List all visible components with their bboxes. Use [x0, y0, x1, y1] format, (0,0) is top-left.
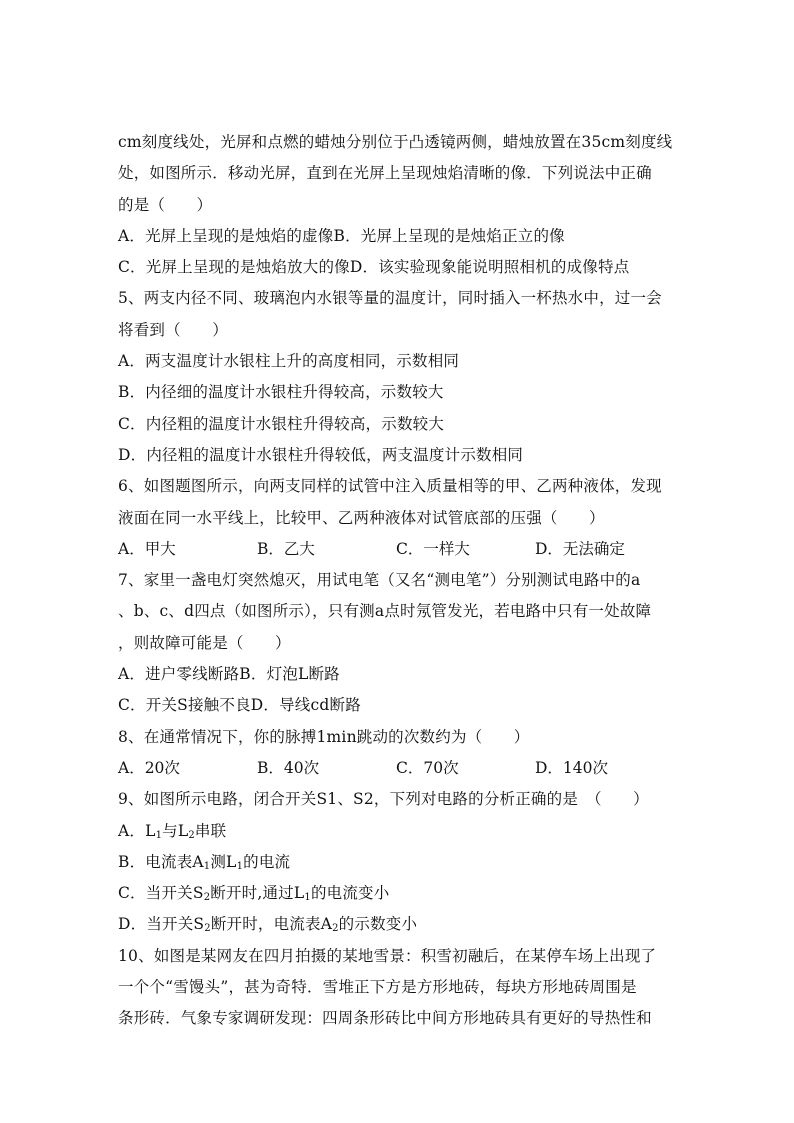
option-text: 与L: [162, 821, 189, 840]
question-8-options: [118, 753, 678, 784]
option-line: B．内径细的温度计水银柱升得较高，示数较大: [118, 383, 444, 402]
option-line-b: [118, 847, 678, 878]
option-line: C．内径粗的温度计水银柱升得较高，示数较大: [118, 414, 445, 433]
option-line: A．进户零线断路B．灯泡L断路: [118, 665, 340, 684]
option-text: 断开时,通过L: [210, 884, 305, 903]
subscript: 2: [188, 829, 195, 841]
text-line: 条形砖．气象专家调研发现：四周条形砖比中间方形地砖具有更好的导热性和: [118, 1009, 652, 1028]
option-c: C．70次: [396, 758, 459, 777]
option-a: A．20次: [118, 758, 180, 777]
option-line-a: [118, 816, 678, 847]
option-b: B．40次: [257, 758, 320, 777]
option-line: A．光屏上呈现的是烛焰的虚像B．光屏上呈现的是烛焰正立的像: [118, 226, 565, 245]
subscript: 1: [155, 829, 163, 841]
option-line: D．内径粗的温度计水银柱升得较低，两支温度计示数相同: [118, 445, 524, 464]
question-5-stem: 5、两支内径不同、玻璃泡内水银等量的温度计，同时插入一杯热水中，过一会: [118, 289, 662, 308]
document-body: [118, 127, 678, 1035]
option-text: 的电流变小: [310, 884, 390, 903]
question-7-stem: 7、家里一盏电灯突然熄灭，用试电笔（又名“测电笔”）分别测试电路中的a: [118, 571, 641, 590]
subscript: 2: [203, 892, 211, 904]
option-line-c: [118, 878, 678, 909]
subscript: 2: [204, 923, 211, 935]
option-text: 测L: [210, 852, 237, 871]
option-c: C．一样大: [396, 539, 470, 558]
option-text: 断开时，电流表A: [210, 915, 333, 934]
option-text: B．电流表A: [118, 852, 204, 871]
text-line: 液面在同一水平线上，比较甲、乙两种液体对试管底部的压强（ ）: [118, 508, 605, 527]
question-6-stem: 6、如图题图所示，向两支同样的试管中注入质量相等的甲、乙两种液体，发现: [118, 477, 662, 496]
question-9-stem: 9、如图所示电路，闭合开关S1、S2，下列对电路的分析正确的是 （ ）: [118, 790, 649, 809]
option-line-d: [118, 909, 678, 940]
text-line: cm刻度线处，光屏和点燃的蜡烛分别位于凸透镜两侧，蜡烛放置在35cm刻度线: [118, 133, 673, 151]
question-10-stem: 10、如图是某网友在四月拍摄的某地雪景：积雪初融后，在某停车场上出现了: [118, 946, 657, 965]
option-text: 的电流: [243, 852, 291, 871]
subscript: 1: [203, 860, 211, 872]
option-text: C．当开关S: [118, 884, 204, 903]
option-text: 的示数变小: [338, 915, 418, 934]
option-d: D．无法确定: [535, 539, 625, 558]
text-line: ，则故障可能是（ ）: [118, 633, 291, 652]
text-line: 处，如图所示．移动光屏，直到在光屏上呈现烛焰清晰的像．下列说法中正确: [118, 164, 652, 183]
subscript: 2: [332, 923, 339, 935]
option-line: C．开关S接触不良D．导线cd断路: [118, 696, 361, 715]
subscript: 1: [236, 860, 244, 872]
option-text: 串联: [194, 821, 227, 840]
text-line: 一个个“雪馒头”，甚为奇特．雪堆正下方是方形地砖，每块方形地砖周围是: [118, 978, 637, 997]
option-b: B．乙大: [257, 539, 315, 558]
question-8-stem: 8、在通常情况下，你的脉搏1min跳动的次数约为（ ）: [118, 727, 530, 746]
text-line: 、b、c、d四点（如图所示），只有测a点时氖管发光，若电路中只有一处故障: [118, 602, 652, 621]
option-d: D．140次: [535, 758, 609, 777]
option-line: A．两支温度计水银柱上升的高度相同，示数相同: [118, 352, 460, 371]
option-text: D．当开关S: [118, 915, 205, 934]
option-text: A．L: [118, 821, 156, 840]
text-line: 将看到（ ）: [118, 320, 228, 339]
question-6-options: [118, 534, 678, 565]
option-a: A．甲大: [118, 539, 176, 558]
text-line: 的是（ ）: [118, 195, 213, 214]
subscript: 1: [304, 892, 311, 904]
option-line: C．光屏上呈现的是烛焰放大的像D．该实验现象能说明照相机的成像特点: [118, 258, 630, 277]
